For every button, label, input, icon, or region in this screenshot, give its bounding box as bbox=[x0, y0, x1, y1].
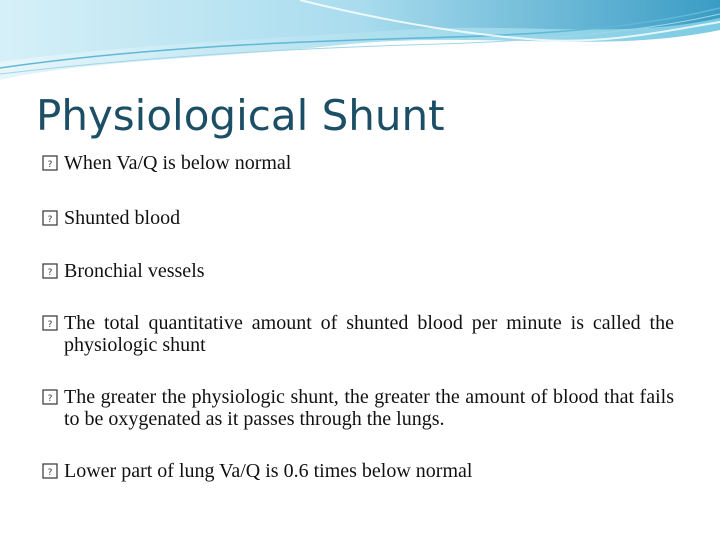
bullet-item bbox=[42, 312, 674, 356]
bullet-item bbox=[42, 152, 291, 174]
bullet-text: Shunted blood bbox=[64, 207, 181, 229]
header-wave-decoration bbox=[0, 0, 720, 90]
bullet-item bbox=[42, 386, 674, 430]
bullet-item bbox=[42, 460, 472, 482]
svg-text:?: ? bbox=[47, 268, 53, 278]
bullet-text: The total quantitative amount of shunted blood per minute is called the physiologic shunt bbox=[64, 312, 674, 356]
bullet-item bbox=[42, 207, 180, 229]
bullet-marker-icon bbox=[42, 210, 58, 226]
bullet-marker-icon bbox=[42, 463, 58, 479]
bullet-marker-icon bbox=[42, 263, 58, 279]
bullet-marker-icon bbox=[42, 155, 58, 171]
svg-text:?: ? bbox=[47, 394, 53, 404]
bullet-text: Lower part of lung Va/Q is 0.6 times below normal bbox=[64, 460, 473, 482]
bullet-item bbox=[42, 260, 205, 282]
slide-title: Physiological Shunt bbox=[36, 91, 445, 140]
bullet-text: The greater the physiologic shunt, the greater the amount of blood that fails to be oxygenated as it passes through the lungs. bbox=[64, 386, 674, 430]
svg-text:?: ? bbox=[47, 468, 53, 478]
svg-text:?: ? bbox=[47, 320, 53, 330]
bullet-marker-icon bbox=[42, 315, 58, 331]
bullet-text: Bronchial vessels bbox=[64, 260, 205, 282]
bullet-text: When Va/Q is below normal bbox=[64, 152, 292, 174]
bullet-marker-icon bbox=[42, 389, 58, 405]
svg-text:?: ? bbox=[47, 215, 53, 225]
svg-text:?: ? bbox=[47, 160, 53, 170]
